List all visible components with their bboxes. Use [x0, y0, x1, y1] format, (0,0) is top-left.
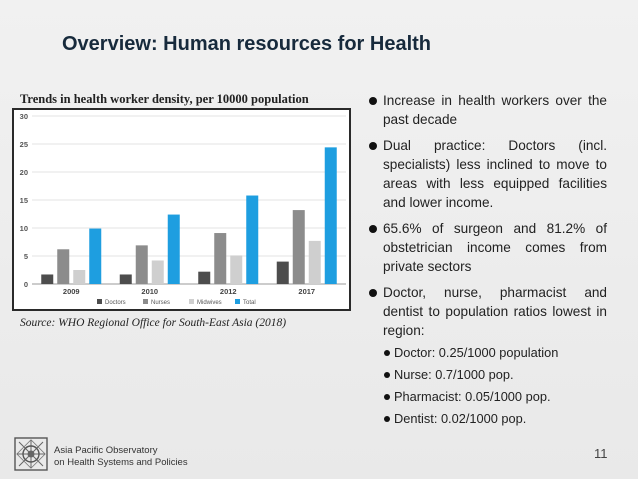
y-tick-label: 5 — [23, 252, 28, 261]
sub-bullet-item: Doctor: 0.25/1000 population — [383, 344, 607, 362]
bar-nurses-2009 — [57, 249, 69, 284]
y-tick-label: 10 — [19, 224, 28, 233]
bar-total-2009 — [89, 229, 101, 284]
org-line-1: Asia Pacific Observatory — [54, 445, 158, 456]
bar-nurses-2012 — [214, 233, 226, 284]
slide-title: Overview: Human resources for Health — [62, 33, 432, 55]
x-tick-label: 2009 — [62, 287, 80, 296]
org-line-2: on Health Systems and Policies — [54, 457, 188, 468]
bar-midwives-2009 — [73, 270, 85, 284]
bar-nurses-2017 — [293, 210, 305, 284]
chart-container — [12, 108, 351, 311]
chart-source: Source: WHO Regional Office for South-East Asia (2018) — [20, 317, 287, 329]
bar-doctors-2010 — [120, 274, 132, 284]
bullet-item — [367, 283, 607, 428]
sub-bullet-item: Nurse: 0.7/1000 pop. — [383, 366, 607, 384]
bar-total-2012 — [246, 196, 258, 284]
bar-nurses-2010 — [136, 245, 148, 284]
bullet-text: 65.6% of surgeon and 81.2% of obstetrician income comes from private sectors — [383, 221, 607, 274]
y-tick-label: 0 — [23, 280, 28, 289]
x-tick-label: 2017 — [298, 287, 316, 296]
page-number: 11 — [594, 446, 608, 461]
bullet-text: Dual practice: Doctors (incl. specialists) less inclined to move to areas with less equipped facilities and lower income. — [383, 138, 607, 210]
legend-swatch — [235, 299, 240, 304]
y-tick-label: 20 — [19, 168, 28, 177]
bullet-item — [367, 136, 607, 212]
sub-bullet-item: Pharmacist: 0.05/1000 pop. — [383, 388, 607, 406]
legend-swatch — [189, 299, 194, 304]
bullet-item — [367, 219, 607, 276]
bar-doctors-2012 — [198, 272, 210, 284]
bar-midwives-2012 — [230, 255, 242, 284]
bar-doctors-2009 — [41, 274, 53, 284]
legend-label: Total — [243, 300, 256, 306]
legend-label: Doctors — [105, 300, 126, 306]
legend-label: Nurses — [151, 300, 171, 306]
bullet-item — [367, 91, 607, 129]
bar-chart — [14, 110, 349, 309]
y-tick-label: 15 — [19, 196, 28, 205]
y-tick-label: 30 — [19, 112, 28, 121]
bullet-text: Doctor, nurse, pharmacist and dentist to population ratios lowest in region: — [383, 285, 607, 338]
chart-title: Trends in health worker density, per 10000 population — [20, 92, 309, 106]
observatory-logo-icon — [14, 437, 48, 471]
organization-name — [54, 445, 188, 469]
legend-swatch — [97, 299, 102, 304]
sub-bullet-item: Dentist: 0.02/1000 pop. — [383, 410, 607, 428]
sub-bullet-list — [383, 344, 607, 428]
x-tick-label: 2012 — [219, 287, 237, 296]
bar-midwives-2010 — [152, 260, 164, 284]
y-tick-label: 25 — [19, 140, 28, 149]
bar-total-2010 — [168, 215, 180, 284]
bar-midwives-2017 — [309, 241, 321, 284]
legend-label: Midwives — [197, 300, 222, 306]
bullet-list — [367, 91, 607, 435]
x-tick-label: 2010 — [141, 287, 159, 296]
bar-total-2017 — [325, 147, 337, 284]
legend-swatch — [143, 299, 148, 304]
bullet-text: Increase in health workers over the past decade — [383, 93, 607, 127]
bar-doctors-2017 — [277, 262, 289, 284]
